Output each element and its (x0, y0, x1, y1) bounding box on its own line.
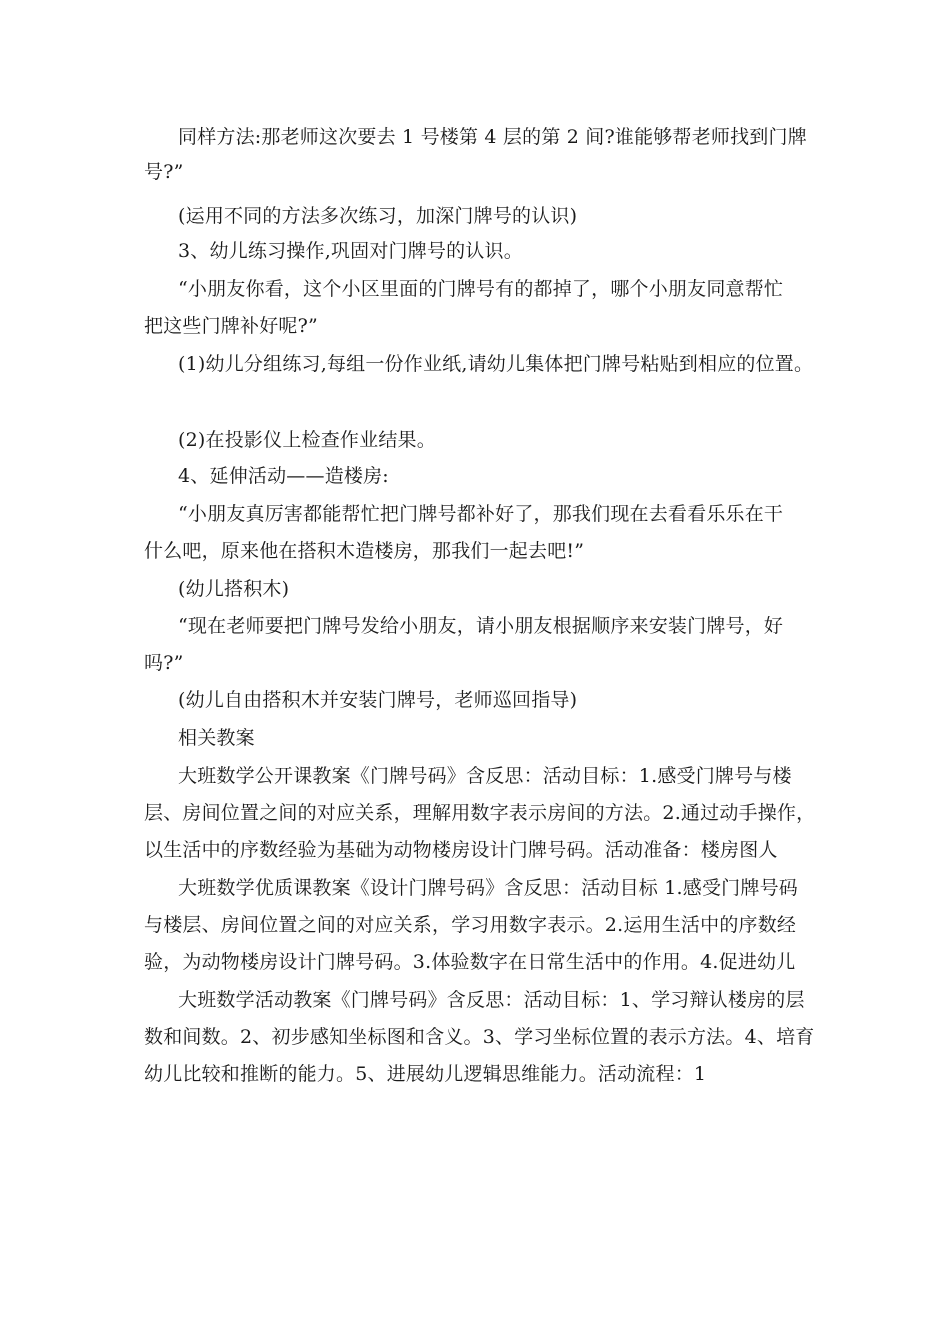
text-line: “现在老师要把门牌号发给小朋友，请小朋友根据顺序来安装门牌号，好 (178, 615, 784, 637)
text-line: 把这些门牌补好呢?” (144, 315, 318, 337)
section-heading: 相关教案 (178, 727, 255, 749)
text-line: 与楼层、房间位置之间的对应关系，学习用数字表示。2.运用生活中的序数经 (144, 914, 797, 936)
text-line: 什么吧，原来他在搭积木造楼房，那我们一起去吧!” (144, 540, 585, 562)
text-line: 层、房间位置之间的对应关系，理解用数字表示房间的方法。2.通过动手操作， (144, 802, 816, 824)
text-line: 幼儿比较和推断的能力。5、进展幼儿逻辑思维能力。活动流程：1 (144, 1063, 707, 1085)
text-line: “小朋友你看，这个小区里面的门牌号有的都掉了，哪个小朋友同意帮忙 (178, 278, 784, 300)
text-line: 同样方法:那老师这次要去 1 号楼第 4 层的第 2 间?谁能够帮老师找到门牌 (178, 126, 807, 148)
text-line: 验，为动物楼房设计门牌号码。3.体验数字在日常生活中的作用。4.促进幼儿 (144, 951, 796, 973)
text-line: 大班数学公开课教案《门牌号码》含反思：活动目标：1.感受门牌号与楼 (178, 765, 792, 787)
text-line: 吗?” (144, 652, 184, 674)
text-line: 3、幼儿练习操作,巩固对门牌号的认识。 (178, 240, 523, 262)
text-line: (2)在投影仪上检查作业结果。 (178, 429, 436, 451)
text-line: 以生活中的序数经验为基础为动物楼房设计门牌号码。活动准备：楼房图人 (144, 839, 778, 861)
text-line: 大班数学优质课教案《设计门牌号码》含反思：活动目标 1.感受门牌号码 (178, 877, 798, 899)
text-line: 4、延伸活动——造楼房: (178, 465, 389, 487)
text-line: (幼儿自由搭积木并安装门牌号，老师巡回指导) (178, 689, 578, 711)
text-line: (幼儿搭积木) (178, 578, 290, 600)
text-line: (1)幼儿分组练习,每组一份作业纸,请幼儿集体把门牌号粘贴到相应的位置。 (178, 353, 814, 375)
text-line: 号?” (144, 161, 184, 183)
text-line: 大班数学活动教案《门牌号码》含反思：活动目标：1、学习辩认楼房的层 (178, 989, 805, 1011)
text-line: (运用不同的方法多次练习，加深门牌号的认识) (178, 205, 578, 227)
text-line: 数和间数。2、初步感知坐标图和含义。3、学习坐标位置的表示方法。4、培育 (144, 1026, 815, 1048)
text-line: “小朋友真厉害都能帮忙把门牌号都补好了，那我们现在去看看乐乐在干 (178, 503, 784, 525)
